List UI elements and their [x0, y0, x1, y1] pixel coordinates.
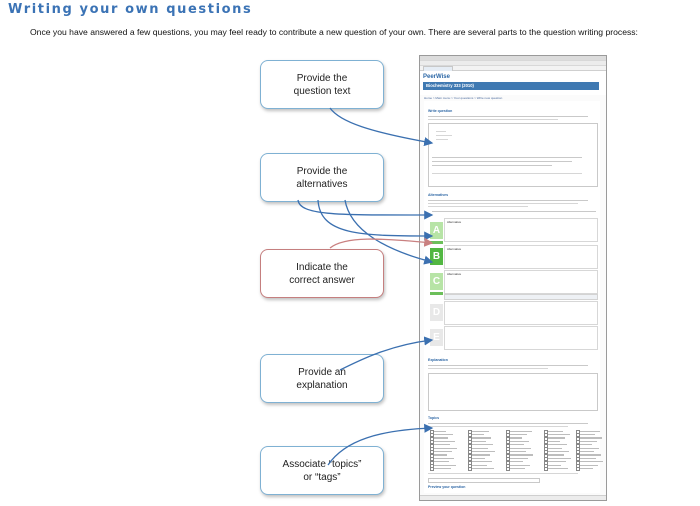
callout-explanation: Provide an explanation	[260, 354, 384, 403]
section-alternatives: Alternatives	[428, 193, 449, 197]
arrow-alternative-b	[318, 200, 432, 236]
breadcrumb: Home > Main menu > Your questions > Write new question	[424, 96, 503, 100]
section-topics: Topics	[428, 416, 440, 420]
peerwise-logo: PeerWise	[423, 74, 450, 80]
intro-text: Once you have answered a few questions, you may feel ready to contribute a new question of your own. There are several parts to the question writing process:	[30, 27, 638, 37]
arrow-alternative-c	[345, 200, 432, 262]
section-preview: Preview your question	[428, 485, 466, 489]
course-banner: Biochemistry 333 (2010)	[423, 82, 599, 90]
callout-topics: Associate “topics” or “tags”	[260, 446, 384, 495]
section-write-question: Write question	[428, 109, 453, 113]
alternative-d-marker[interactable]: D	[430, 304, 443, 321]
alternative-b-marker[interactable]: B	[430, 248, 443, 265]
arrow-question-text	[330, 108, 432, 143]
alternative-e-marker[interactable]: E	[430, 329, 443, 346]
alternative-c-label: Alternative	[447, 272, 462, 276]
callout-question-text: Provide the question text	[260, 60, 384, 109]
alternative-b-label: Alternative	[447, 247, 462, 251]
arrow-topics	[328, 428, 432, 465]
alternative-a-label: Alternative	[447, 220, 462, 224]
callout-correct-answer: Indicate the correct answer	[260, 249, 384, 298]
section-explanation: Explanation	[428, 358, 448, 362]
arrow-explanation	[340, 340, 432, 370]
callout-alternatives: Provide the alternatives	[260, 153, 384, 202]
page-heading: Writing your own questions	[8, 2, 253, 17]
alternative-a-marker[interactable]: A	[430, 222, 443, 239]
alternative-c-marker[interactable]: C	[430, 273, 443, 290]
